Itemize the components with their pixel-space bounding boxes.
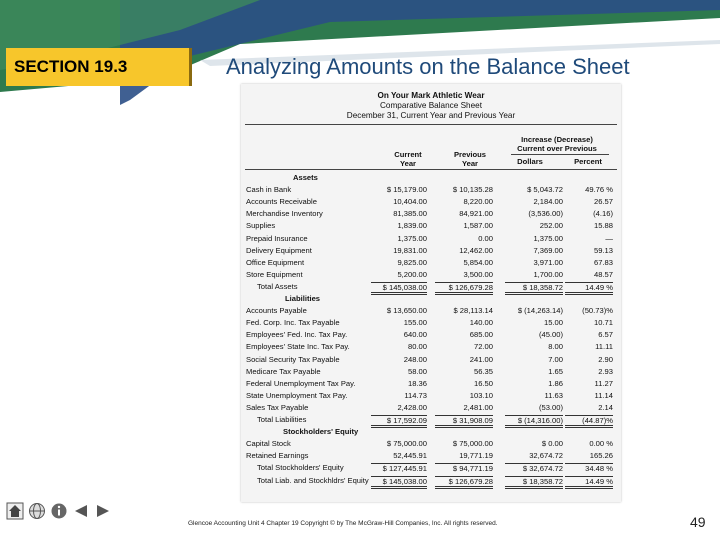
row-label: Office Equipment [246,257,305,267]
row-label: Store Equipment [246,269,303,279]
cell-pct: 6.57 [598,330,613,340]
cell-cur: 640.00 [403,330,427,340]
row-label: Sales Tax Payable [246,402,309,412]
row-label: Supplies [246,221,276,231]
cell-cur: 2,428.00 [397,402,427,412]
cell-pct: 67.83 [593,257,613,267]
cell-dol: 8.00 [548,342,563,352]
cell-prev: 3,500.00 [463,269,493,279]
cell-dol: $ 5,043.72 [527,185,563,195]
cell-pct: 0.00 % [589,439,613,449]
cell-pct: 11.14 [594,390,613,400]
cell-dol: 15.00 [543,318,563,328]
cell-prev: 12,462.00 [459,245,493,255]
cell-dol: (45.00) [538,330,563,340]
cell-cur: 1,375.00 [397,233,427,243]
comparative-balance-sheet [241,84,621,502]
cell-pct: 165.26 [589,451,613,461]
cell-prev: 19,771.19 [459,451,493,461]
cell-prev: 241.00 [469,354,493,364]
cell-cur: 19,831.00 [393,245,427,255]
cell-cur: 10,404.00 [393,197,427,207]
section-label: SECTION 19.3 [6,48,192,86]
cell-cur: $ 145,038.00 [371,476,427,489]
current-year-header-l2: Year [399,159,417,168]
row-label: Medicare Tax Payable [246,366,321,376]
cell-cur: 5,200.00 [397,269,427,279]
row-label: Fed. Corp. Inc. Tax Payable [246,318,340,328]
cell-cur: 114.73 [404,390,427,400]
cell-pct: 14.49 % [565,476,613,489]
cell-pct: 48.57 [593,269,613,279]
cell-prev: 8,220.00 [463,197,493,207]
company-name: On Your Mark Athletic Wear [377,91,485,100]
section-heading: Stockholders' Equity [283,427,359,437]
section-heading: Liabilities [285,294,321,303]
cell-cur: $ 75,000.00 [386,439,427,449]
page-title: Analyzing Amounts on the Balance Sheet [226,54,630,79]
cell-prev: 2,481.00 [463,402,493,412]
cell-prev: 1,587.00 [463,221,493,231]
cell-dol: $ 18,358.72 [505,282,563,295]
previous-arrow-icon[interactable] [72,501,90,521]
cell-cur: $ 145,038.00 [371,282,427,295]
cell-prev: 5,854.00 [463,257,493,267]
cell-prev: $ 94,771.19 [435,463,493,473]
cell-prev: $ 10,135.28 [452,185,493,195]
cell-prev: 103.10 [469,390,493,400]
cell-pct: 26.57 [593,197,613,207]
cell-dol: 1.65 [548,366,563,376]
cell-prev: 56.35 [473,366,493,376]
cell-pct: 2.14 [598,402,613,412]
cell-cur: $ 127,445.91 [371,463,427,473]
cell-prev: $ 31,908.09 [435,415,493,428]
cell-pct: (50.73)% [582,306,613,316]
cell-dol: 11.63 [544,390,563,400]
row-label: Social Security Tax Payable [246,354,340,364]
footer-copyright: Glencoe Accounting Unit 4 Chapter 19 Copyright © by The McGraw-Hill Companies, Inc. All rights reserved. [188,520,498,527]
divider [245,169,617,170]
cell-prev: 0.00 [478,233,493,243]
increase-header-line2: Current over Previous [517,144,597,153]
row-label: Total Liab. and Stockhldrs' Equity [257,475,369,485]
statement-name: Comparative Balance Sheet [380,101,482,110]
cell-pct: (4.16) [593,209,613,219]
percent-header: Percent [574,157,602,166]
cell-pct: 59.13 [593,245,613,255]
row-label: Prepaid Insurance [246,233,308,243]
cell-cur: 155.00 [403,318,427,328]
row-label: Employees' State Inc. Tax Pay. [246,342,350,352]
row-label: Delivery Equipment [246,245,312,255]
cell-pct: 10.71 [593,318,613,328]
cell-dol: 1.86 [548,378,563,388]
previous-year-header-l1: Previous [453,150,487,159]
cell-pct: 2.90 [598,354,613,364]
row-label: Total Liabilities [257,415,307,424]
row-label: Total Assets [257,281,298,291]
cell-dol: $ 32,674.72 [505,463,563,473]
cell-pct: 34.48 % [565,463,613,473]
cell-dol: 2,184.00 [533,197,563,207]
cell-dol: 252.00 [539,221,563,231]
row-label: Total Stockholders' Equity [257,463,344,473]
cell-prev: $ 126,679.28 [435,476,493,489]
cell-cur: 1,839.00 [397,221,427,231]
cell-pct: 15.88 [593,221,613,231]
cell-cur: $ 13,650.00 [386,306,427,316]
row-label: Accounts Payable [246,306,307,316]
cell-prev: 685.00 [469,330,493,340]
cell-dol: $ (14,263.14) [517,306,563,316]
increase-header-line1: Increase (Decrease) [521,135,593,144]
cell-pct: (44.87)% [565,415,613,428]
row-label: Cash in Bank [246,185,292,195]
section-heading: Assets [293,173,318,182]
cell-cur: 248.00 [403,354,427,364]
cell-prev: $ 126,679.28 [435,282,493,295]
cell-cur: $ 17,592.09 [371,415,427,428]
statement-period: December 31, Current Year and Previous Year [346,111,516,120]
cell-prev: 16.50 [473,378,493,388]
row-label: Accounts Receivable [246,197,317,207]
row-label: Merchandise Inventory [246,209,323,219]
cell-dol: 3,971.00 [533,257,563,267]
cell-prev: 84,921.00 [459,209,493,219]
row-label: State Unemployment Tax Pay. [246,390,348,400]
cell-pct: 11.11 [595,342,613,352]
cell-prev: $ 28,113.14 [453,306,493,316]
divider [511,154,609,155]
cell-cur: 80.00 [407,342,427,352]
cell-dol: 7.00 [548,354,563,364]
cell-pct: 2.93 [598,366,613,376]
cell-dol: (3,536.00) [528,209,563,219]
cell-dol: $ (14,316.00) [505,415,563,428]
cell-pct: 14.49 % [565,282,613,295]
cell-dol: 1,700.00 [533,269,563,279]
info-icon[interactable] [50,501,68,521]
divider [245,124,617,125]
globe-icon[interactable] [28,501,46,521]
row-label: Federal Unemployment Tax Pay. [246,378,356,388]
cell-pct: — [605,233,613,243]
row-label: Capital Stock [246,439,291,449]
cell-dol: 7,369.00 [533,245,563,255]
cell-cur: 58.00 [407,366,427,376]
next-arrow-icon[interactable] [94,501,112,521]
cell-prev: 140.00 [469,318,493,328]
cell-cur: 18.36 [407,378,427,388]
current-year-header-l1: Current [394,150,422,159]
dollars-header: Dollars [517,157,543,166]
navigation-bar [6,500,112,522]
cell-dol: $ 0.00 [541,439,563,449]
cell-pct: 49.76 % [585,185,613,195]
cell-dol: 32,674.72 [529,451,563,461]
previous-year-header-l2: Year [461,159,479,168]
row-label: Retained Earnings [246,451,309,461]
home-icon[interactable] [6,501,24,521]
page-number: 49 [690,514,706,530]
cell-cur: $ 15,179.00 [386,185,427,195]
cell-pct: 11.27 [594,378,613,388]
cell-dol: $ 18,358.72 [505,476,563,489]
cell-cur: 81,385.00 [393,209,427,219]
cell-prev: 72.00 [473,342,493,352]
cell-cur: 52,445.91 [393,451,427,461]
row-label: Employees' Fed. Inc. Tax Pay. [246,330,348,340]
cell-dol: 1,375.00 [533,233,563,243]
cell-dol: (53.00) [538,402,563,412]
cell-cur: 9,825.00 [397,257,427,267]
cell-prev: $ 75,000.00 [452,439,493,449]
